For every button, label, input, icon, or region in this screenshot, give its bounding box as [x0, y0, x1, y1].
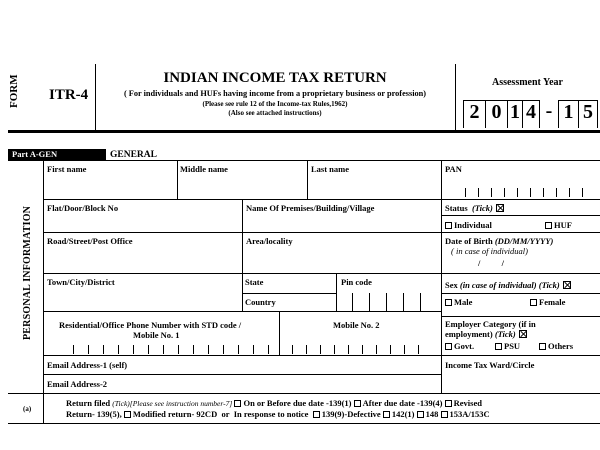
year-digit: 4: [522, 100, 540, 128]
state-label: State: [245, 277, 264, 287]
checkbox-icon[interactable]: [445, 400, 452, 407]
checkbox-icon[interactable]: [313, 411, 320, 418]
email1-label: Email Address-1 (self): [47, 360, 128, 370]
form-subtitle: ( For individuals and HUFs having income from a proprietary business or profession): [123, 89, 427, 98]
assessment-year-boxes: [463, 100, 598, 128]
flat-label: Flat/Door/Block No: [47, 203, 119, 213]
first-name-label: First name: [47, 164, 87, 174]
checked-box-icon: [519, 330, 527, 338]
checkbox-icon[interactable]: [354, 400, 361, 407]
employer-label-line1: Employer Category (if in: [445, 319, 536, 329]
last-name-label: Last name: [311, 164, 350, 174]
year-digit: 2: [463, 100, 485, 128]
part-tag: Part A-GEN: [8, 149, 106, 160]
sex-male-option[interactable]: Male: [445, 297, 472, 307]
dob-slashes[interactable]: / /: [478, 258, 504, 268]
year-digit: 5: [578, 100, 598, 128]
employer-govt-option[interactable]: Govt.: [445, 341, 474, 351]
phone-label-line2: Mobile No. 1: [133, 330, 180, 340]
phone-label-line1: Residential/Office Phone Number with STD code /: [59, 320, 242, 330]
employer-psu-option[interactable]: PSU: [495, 341, 520, 351]
dob-note: ( in case of individual): [451, 246, 528, 256]
form-label: FORM: [8, 74, 20, 108]
form-code: ITR-4: [49, 87, 89, 103]
year-digit: 1: [507, 100, 522, 128]
status-huf-option[interactable]: HUF: [545, 220, 572, 230]
pan-label: PAN: [445, 164, 462, 174]
premises-label: Name Of Premises/Building/Village: [246, 203, 375, 213]
rule-note: (Please see rule 12 of the Income-tax Rules,1962): [202, 100, 348, 108]
section-side-label: PERSONAL INFORMATION: [22, 205, 33, 340]
ward-label: Income Tax Ward/Circle: [445, 360, 535, 370]
return-filed-marker: (a): [23, 405, 32, 413]
email2-label: Email Address-2: [47, 379, 108, 389]
country-label: Country: [245, 297, 276, 307]
assessment-year-label: Assessment Year: [491, 77, 563, 88]
form-title: INDIAN INCOME TAX RETURN: [163, 70, 387, 86]
area-label: Area/locality: [246, 236, 293, 246]
pin-label: Pin code: [341, 277, 372, 287]
checkbox-icon[interactable]: [383, 411, 390, 418]
checkbox-icon[interactable]: [545, 222, 552, 229]
checkbox-icon[interactable]: [445, 343, 452, 350]
part-name: GENERAL: [110, 150, 157, 160]
road-label: Road/Street/Post Office: [47, 236, 133, 246]
status-individual-option[interactable]: Individual: [445, 220, 492, 230]
town-label: Town/City/District: [47, 277, 115, 287]
employer-label-line2: employment) (Tick): [445, 329, 527, 339]
year-digit: 0: [485, 100, 507, 128]
dob-label: Date of Birth (DD/MM/YYYY): [445, 236, 554, 246]
checkbox-icon[interactable]: [234, 400, 241, 407]
employer-others-option[interactable]: Others: [539, 341, 573, 351]
middle-name-label: Middle name: [180, 164, 228, 174]
checkbox-icon[interactable]: [445, 222, 452, 229]
return-filed-line1: Return filed (Tick)[Please see instruction number-7] On or Before due date -139(1) After due date -139(4) Revised: [66, 398, 482, 408]
year-digit: 1: [558, 100, 578, 128]
checked-box-icon: [496, 204, 504, 212]
checkbox-icon[interactable]: [445, 299, 452, 306]
return-filed-line2: Return- 139(5), Modified return- 92CD or In response to notice 139(9)-Defective 142(1) 148 153A/153C: [66, 409, 490, 419]
checkbox-icon[interactable]: [417, 411, 424, 418]
mobile2-label: Mobile No. 2: [333, 320, 380, 330]
checkbox-icon[interactable]: [441, 411, 448, 418]
status-label: Status (Tick): [445, 203, 504, 213]
checkbox-icon[interactable]: [124, 411, 131, 418]
checked-box-icon: [563, 281, 571, 289]
year-separator: -: [545, 100, 553, 122]
sex-label: Sex (in case of individual) (Tick): [445, 280, 571, 290]
checkbox-icon[interactable]: [539, 343, 546, 350]
checkbox-icon[interactable]: [495, 343, 502, 350]
checkbox-icon[interactable]: [530, 299, 537, 306]
instructions-note: (Also see attached instructions): [228, 109, 322, 117]
sex-female-option[interactable]: Female: [530, 297, 565, 307]
